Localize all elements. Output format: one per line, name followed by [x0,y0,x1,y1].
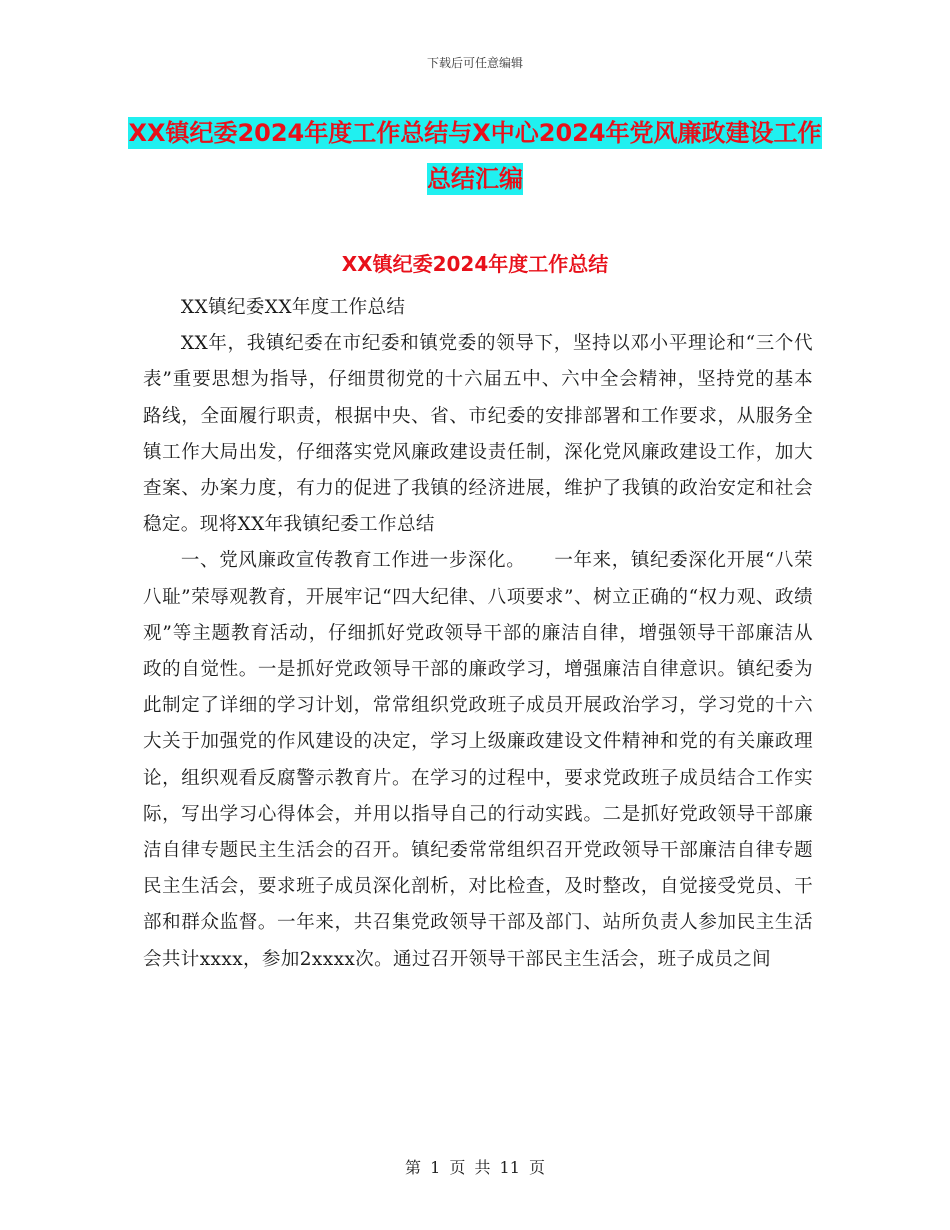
body-paragraph-section-one: 一、党风廉政宣传教育工作进一步深化。 一年来，镇纪委深化开展“八荣八耻”荣辱观教育，开展牢记“四大纪律、八项要求”、树立正确的“权力观、政绩观”等主题教育活动，仔细抓好党政领导干部的廉洁自律，增强领导干部廉洁从政的自觉性。一是抓好党政领导干部的廉政学习，增强廉洁自律意识。镇纪委为此制定了详细的学习计划，常常组织党政班子成员开展政治学习，学习党的十六大关于加强党的作风建设的决定，学习上级廉政建设文件精神和党的有关廉政理论，组织观看反腐警示教育片。在学习的过程中，要求党政班子成员结合工作实际，写出学习心得体会，并用以指导自己的行动实践。二是抓好党政领导干部廉洁自律专题民主生活会的召开。镇纪委常常组织召开党政领导干部廉洁自律专题民主生活会，要求班子成员深化剖析，对比检查，及时整改，自觉接受党员、干部和群众监督。一年来，共召集党政领导干部及部门、站所负责人参加民主生活会共计xxxx，参加2xxxx次。通过召开领导干部民主生活会，班子成员之间 [143,550,813,970]
page-header-note: 下载后可任意编辑 [426,56,523,70]
section-title: XX镇纪委2024年度工作总结 [341,252,609,276]
page-footer-indicator: 第 1 页 共 11 页 [405,1158,545,1177]
document-body [143,290,813,978]
main-title-highlight: XX镇纪委2024年度工作总结与X中心2024年党风廉政建设工作总结汇编 [128,119,822,193]
body-paragraph-intro: XX年，我镇纪委在市纪委和镇党委的领导下，坚持以邓小平理论和“三个代表”重要思想为指导，仔细贯彻党的十六届五中、六中全会精神，坚持党的基本路线，全面履行职责，根据中央、省、市纪委的安排部署和工作要求，从服务全镇工作大局出发，仔细落实党风廉政建设责任制，深化党风廉政建设工作，加大查案、办案力度，有力的促进了我镇的经济进展，维护了我镇的政治安定和社会稳定。现将XX年我镇纪委工作总结 [143,333,813,536]
body-paragraph-subtitle: XX镇纪委XX年度工作总结 [180,297,406,318]
document-main-title [120,110,830,202]
